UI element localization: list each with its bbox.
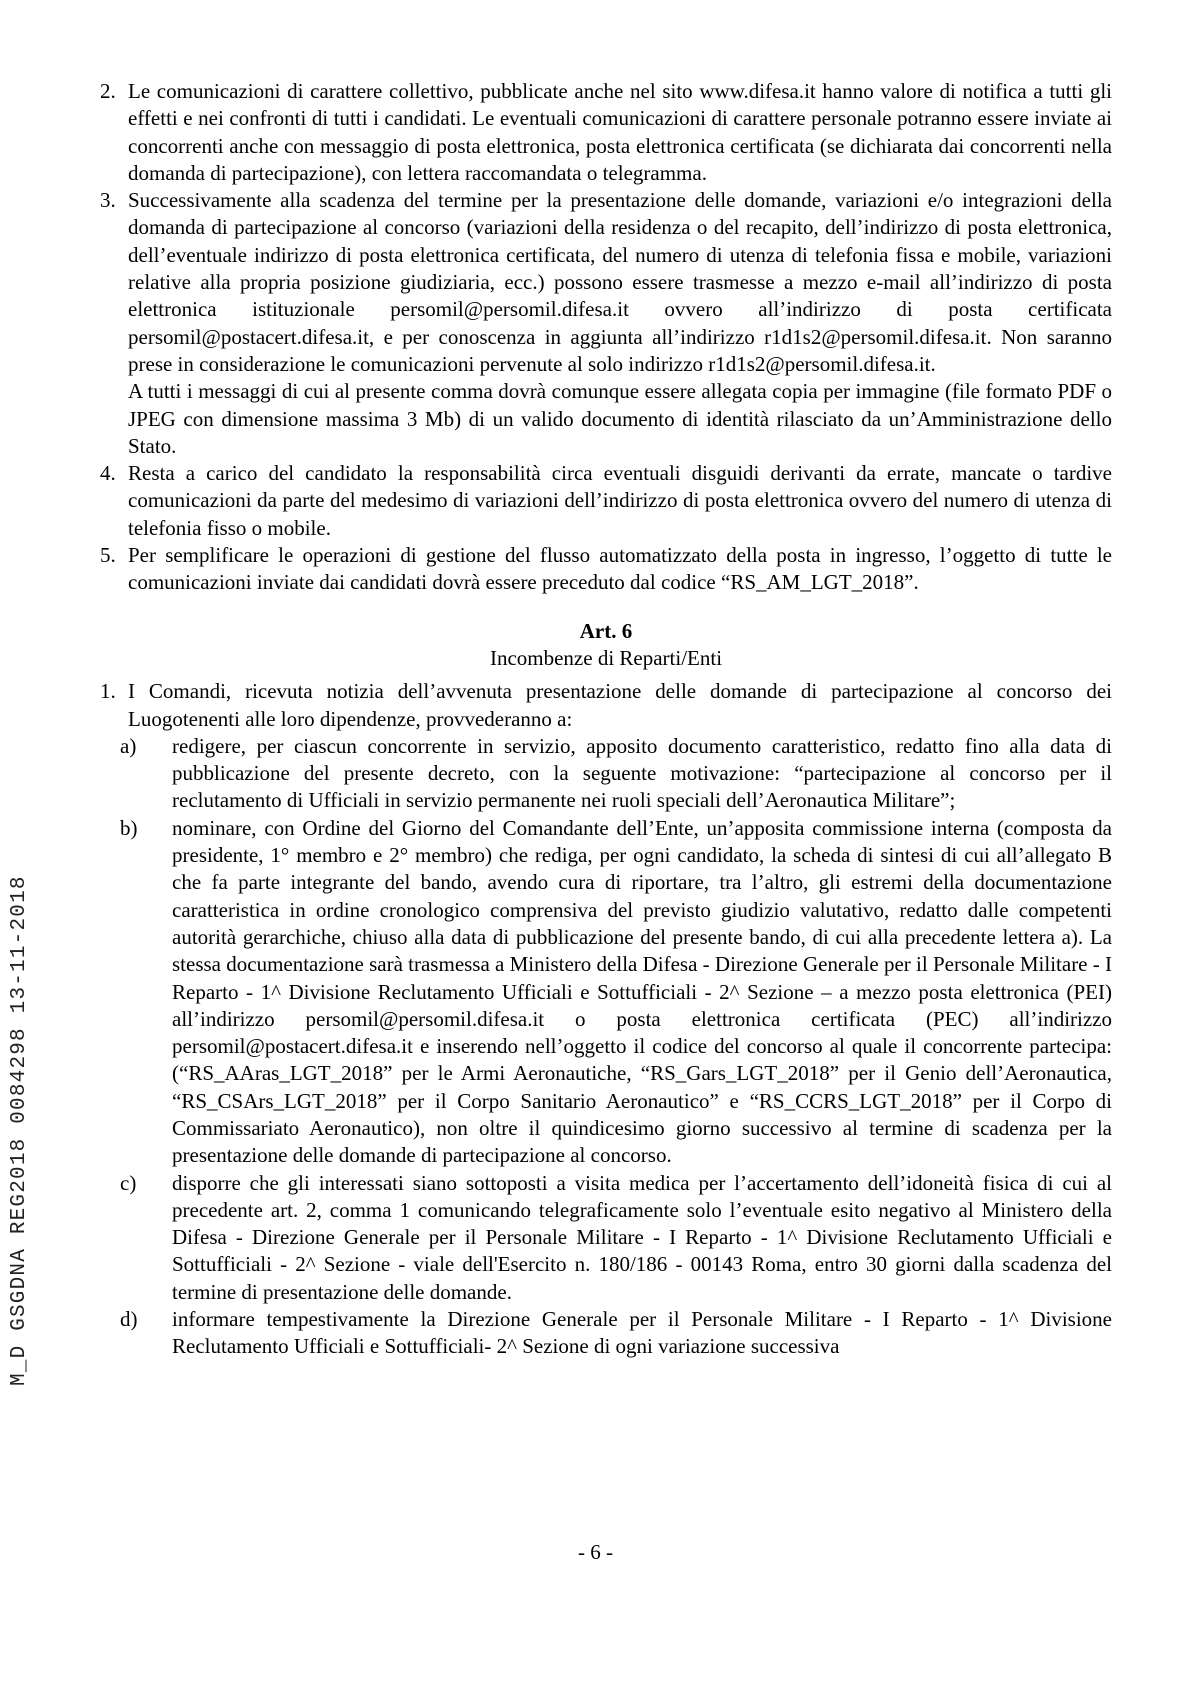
subitem-text: informare tempestivamente la Direzione Generale per il Personale Militare - I Reparto - 1^ Divisione Reclutamento Ufficiali e Sottufficiali- 2^ Sezione di ogni variazione successiva [172, 1307, 1112, 1359]
document-body [100, 78, 1112, 1361]
subitem-text: disporre che gli interessati siano sottoposti a visita medica per l’accertamento dell’idoneità fisica di cui al precedente art. 2, comma 1 comunicando telegraficamente solo l’eventuale esito negativo al Ministero della Difesa - Direzione Generale per il Personale Militare - I Reparto - 1^ Divisione Reclutamento Ufficiali e Sottufficiali - 2^ Sezione - viale dell'Esercito n. 180/186 - 00143 Roma, entro 30 giorni dalla scadenza del termine di presentazione delle domande. [172, 1170, 1112, 1304]
item-text: Le comunicazioni di carattere collettivo, pubblicate anche nel sito www.difesa.it hanno valore di notifica a tutti gli effetti e nei confronti di tutti i candidati. Le eventuali comunicazioni di carattere personale potranno essere inviate ai concorrenti anche con messaggio di posta elettronica, posta elettronica certificata (se dichiarata dai concorrenti nella domanda di partecipazione), con lettera raccomandata o telegramma. [128, 79, 1112, 185]
list-item-2 [100, 78, 1112, 187]
subitem-letter: d) [120, 1307, 138, 1332]
article-title: Incombenze di Reparti/Enti [489, 645, 723, 670]
page-number: - 6 - [578, 1540, 613, 1564]
list-item-4 [100, 460, 1112, 542]
item-number: 1. [100, 679, 116, 704]
subitem-a [120, 733, 1112, 815]
item-text: I Comandi, ricevuta notizia dell’avvenuta presentazione delle domande di partecipazione al concorso dei Luogotenenti alle loro dipendenze, provvederanno a: [128, 679, 1112, 731]
item-number: 4. [100, 461, 116, 486]
subitem-text: nominare, con Ordine del Giorno del Comandante dell’Ente, un’apposita commissione interna (composta da presidente, 1° membro e 2° membro) che rediga, per ogni candidato, la scheda di sintesi di cui all’allegato B che fa parte integrante del bando, avendo cura di riportare, tra l’altro, gli estremi della documentazione caratteristica in ordine cronologico comprensiva del previsto giudizio valutativo, redatto dalle competenti autorità gerarchiche, chiuso alla data di pubblicazione del presente bando, di cui alla precedente lettera a). La stessa documentazione sarà trasmessa a Ministero della Difesa - Direzione Generale per il Personale Militare - I Reparto - 1^ Divisione Reclutamento Ufficiali e Sottufficiali - 2^ Sezione – a mezzo posta elettronica (PEI) all’indirizzo persomil@persomil.difesa.it o posta elettronica certificata (PEC) all’indirizzo persomil@postacert.difesa.it e inserendo nell’oggetto il codice del concorso al quale il concorrente partecipa: (“RS_AAras_LGT_2018” per le Armi Aeronautiche, “RS_Gars_LGT_2018” per il Genio dell’Aeronautica, “RS_CSArs_LGT_2018” per il Corpo Sanitario Aeronautico” e “RS_CCRS_LGT_2018” per il Corpo di Commissariato Aeronautico), non oltre il quindicesimo giorno successivo al termine di scadenza per la presentazione delle domande di partecipazione al concorso. [172, 815, 1112, 1168]
subitem-letter: c) [120, 1170, 137, 1195]
item-text: Per semplificare le operazioni di gestione del flusso automatizzato della posta in ingresso, l’oggetto di tutte le comunicazioni inviate dai candidati dovrà essere preceduto dal codice “RS_AM_LGT_2018”. [128, 543, 1112, 595]
item-text-continued: A tutti i messaggi di cui al presente comma dovrà comunque essere allegata copia per immagine (file formato PDF o JPEG con dimensione massima 3 Mb) di un valido documento di identità rilasciato da un’Amministrazione dello Stato. [128, 379, 1112, 458]
subitem-d [120, 1306, 1112, 1361]
item-number: 2. [100, 79, 116, 103]
item-text: Successivamente alla scadenza del termine per la presentazione delle domande, variazioni e/o integrazioni della domanda di partecipazione al concorso (variazioni della residenza o del recapito, dell’indirizzo di posta elettronica, dell’eventuale indirizzo di posta elettronica certificata, del numero di utenza di telefonia fissa e mobile, variazioni relative alla propria posizione giudiziaria, ecc.) possono essere trasmesse a mezzo e-mail all’indirizzo di posta elettronica istituzionale persomil@persomil.difesa.it ovvero all’indirizzo di posta certificata persomil@postacert.difesa.it, e per conoscenza in aggiunta all’indirizzo r1d1s2@persomil.difesa.it. Non saranno prese in considerazione le comunicazioni pervenute al solo indirizzo r1d1s2@persomil.difesa.it. [128, 188, 1112, 376]
protocol-stamp: M_D GSGDNA REG2018 0084298 13-11-2018 [8, 875, 31, 1386]
item-text: Resta a carico del candidato la responsabilità circa eventuali disguidi derivanti da errate, mancate o tardive comunicazioni da parte del medesimo di variazioni dell’indirizzo di posta elettronica ovvero del numero di utenza di telefonia fisso o mobile. [128, 461, 1112, 540]
subitem-b [120, 815, 1112, 1170]
subitem-c [120, 1170, 1112, 1306]
item-number: 3. [100, 188, 116, 213]
list-item-5 [100, 542, 1112, 597]
subitem-letter: b) [120, 815, 138, 840]
article-number: Art. 6 [579, 618, 633, 643]
article-item-1 [100, 678, 1112, 733]
item-number: 5. [100, 543, 116, 568]
list-item-3 [100, 187, 1112, 460]
subitem-letter: a) [120, 733, 137, 758]
subitem-text: redigere, per ciascun concorrente in servizio, apposito documento caratteristico, redatto fino alla data di pubblicazione del presente decreto, con la seguente motivazione: “partecipazione al concorso per il reclutamento di Ufficiali in servizio permanente nei ruoli speciali dell’Aeronautica Militare”; [172, 733, 1112, 813]
